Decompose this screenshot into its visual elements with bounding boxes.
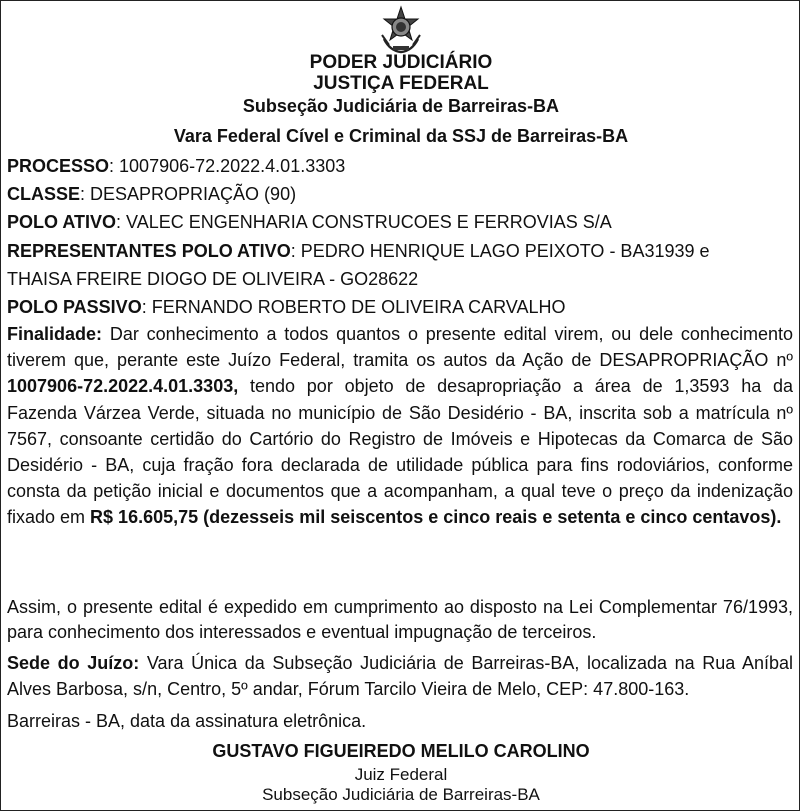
field-polo-ativo-label: POLO ATIVO: [7, 212, 117, 232]
field-polo-passivo-label: POLO PASSIVO: [7, 297, 142, 317]
field-representantes-label: REPRESENTANTES POLO ATIVO: [7, 241, 291, 261]
field-processo-label: PROCESSO: [7, 156, 110, 176]
field-representantes: [7, 238, 793, 264]
header-vara: Vara Federal Cível e Criminal da SSJ de Barreiras-BA: [173, 126, 629, 146]
field-classe: [7, 181, 793, 207]
field-representantes-value-2: THAISA FREIRE DIOGO DE OLIVEIRA - GO28622: [7, 269, 419, 289]
signature-name: GUSTAVO FIGUEIREDO MELILO CAROLINO: [212, 741, 590, 761]
field-processo-value: : 1007906-72.2022.4.01.3303: [109, 156, 346, 176]
field-processo: [7, 153, 793, 179]
sede-paragraph: [7, 650, 793, 702]
signature-role: Juiz Federal: [354, 765, 448, 784]
finalidade-label: Finalidade:: [7, 324, 103, 344]
field-representantes-cont: [7, 266, 793, 292]
finalidade-process-number: 1007906-72.2022.4.01.3303,: [7, 376, 239, 397]
sede-label: Sede do Juízo:: [7, 653, 140, 673]
field-polo-ativo-value: : VALEC ENGENHARIA CONSTRUCOES E FERROVIAS S/A: [116, 212, 612, 232]
data-line: Barreiras - BA, data da assinatura eletrônica.: [7, 711, 367, 731]
header-subsecao: Subseção Judiciária de Barreiras-BA: [242, 96, 560, 116]
header-poder-judiciario: PODER JUDICIÁRIO: [309, 52, 493, 73]
brasao-republica-icon: [376, 5, 426, 55]
field-classe-label: CLASSE: [7, 184, 81, 204]
signature-unit: Subseção Judiciária de Barreiras-BA: [262, 785, 540, 804]
finalidade-amount: R$ 16.605,75 (dezesseis mil seiscentos e cinco reais e setenta e cinco centavos).: [90, 507, 782, 528]
finalidade-text-2: tendo por objeto de desapropriação a área de 1,3593 ha da Fazenda Várzea Verde, situada no município de São Desidério - BA, inscrita sob a matrícula nº 7567, consoante certidão do Cartório do Registro de Imóveis e Hipotecas da Comarca de São Desidério - BA, cuja fração fora declarada de utilidade pública para fins rodoviários, conforme consta da petição inicial e documentos que a acompanham, a qual teve o preço da indenização fixado em: [7, 376, 793, 528]
field-polo-passivo: [7, 294, 793, 320]
sede-text: Vara Única da Subseção Judiciária de Barreiras-BA, localizada na Rua Aníbal Alves Barbosa, s/n, Centro, 5º andar, Fórum Tarcilo Vieira de Melo, CEP: 47.800-163.: [7, 653, 793, 699]
assim-paragraph: Assim, o presente edital é expedido em cumprimento ao disposto na Lei Complementar 76/1993, para conhecimento dos interessados e eventual impugnação de terceiros.: [7, 597, 793, 642]
finalidade-text-1: Dar conhecimento a todos quantos o presente edital virem, ou dele conhecimento tiverem que, perante este Juízo Federal, tramita os autos da Ação de DESAPROPRIAÇÃO nº: [7, 324, 793, 371]
finalidade-paragraph: [7, 321, 793, 531]
field-polo-ativo: [7, 209, 793, 235]
header-justica-federal: JUSTIÇA FEDERAL: [313, 73, 489, 94]
field-classe-value: : DESAPROPRIAÇÃO (90): [80, 184, 297, 204]
field-polo-passivo-value: : FERNANDO ROBERTO DE OLIVEIRA CARVALHO: [141, 297, 566, 317]
field-representantes-value-1: : PEDRO HENRIQUE LAGO PEIXOTO - BA31939 e: [290, 241, 710, 261]
